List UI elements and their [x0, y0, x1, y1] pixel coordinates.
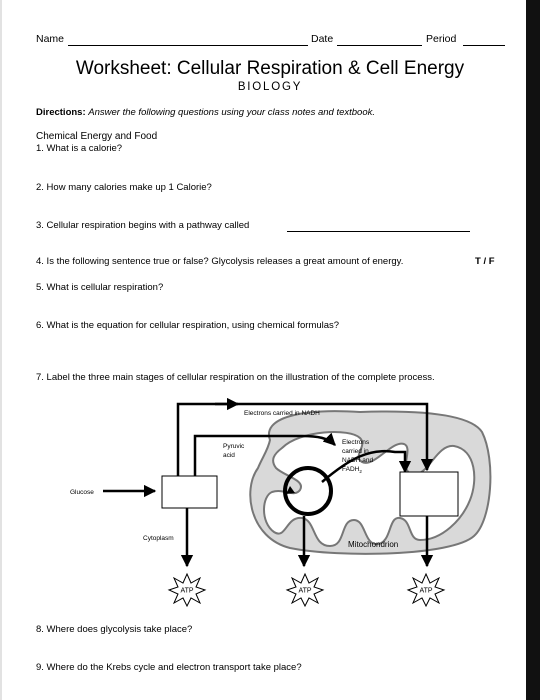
- directions-text: Answer the following questions using your class notes and textbook.: [88, 107, 376, 118]
- atp-burst-electron-transport: [408, 574, 444, 606]
- pyruvic-label-1: Pyruvic: [223, 443, 245, 450]
- question-2: 2. How many calories make up 1 Calorie?: [36, 182, 212, 193]
- electrons-label-2: carried in: [342, 448, 369, 455]
- question-5: 5. What is cellular respiration?: [36, 282, 164, 293]
- date-label: Date: [311, 33, 334, 45]
- directions-label: Directions:: [36, 107, 86, 118]
- electron-transport-box[interactable]: [400, 472, 458, 516]
- atp-burst-glycolysis: [169, 574, 205, 606]
- period-label: Period: [426, 33, 457, 45]
- pyruvic-label-2: acid: [223, 452, 235, 459]
- question-3: 3. Cellular respiration begins with a pathway called: [36, 220, 250, 231]
- question-8: 8. Where does glycolysis take place?: [36, 624, 193, 635]
- question-4-true-false[interactable]: T / F: [475, 256, 495, 267]
- question-7: 7. Label the three main stages of cellular respiration on the illustration of the complete process.: [36, 372, 435, 383]
- glucose-label: Glucose: [70, 489, 94, 496]
- question-9: 9. Where do the Krebs cycle and electron transport take place?: [36, 662, 302, 673]
- page-edge-right: [526, 0, 540, 700]
- glycolysis-box[interactable]: [162, 476, 217, 508]
- atp-burst-krebs: [287, 574, 323, 606]
- question-6: 6. What is the equation for cellular respiration, using chemical formulas?: [36, 320, 340, 331]
- question-4: 4. Is the following sentence true or false? Glycolysis releases a great amount of energy.: [36, 256, 404, 267]
- name-label: Name: [36, 33, 65, 45]
- section-heading: Chemical Energy and Food: [36, 131, 158, 142]
- worksheet-subtitle: BIOLOGY: [237, 81, 303, 93]
- electrons-label-1: Electrons: [342, 439, 370, 446]
- mitochondrion-label: Mitochondrion: [348, 540, 399, 549]
- question-1: 1. What is a calorie?: [36, 143, 123, 154]
- worksheet-title: Worksheet: Cellular Respiration & Cell Energy: [75, 58, 465, 79]
- cytoplasm-label: Cytoplasm: [143, 535, 174, 542]
- atp-label-3: ATP: [419, 587, 433, 595]
- electrons-label-3: NADH and: [342, 457, 374, 464]
- atp-label-1: ATP: [180, 587, 194, 595]
- electrons-nadh-label: Electrons carried in NADH: [244, 410, 320, 417]
- electrons-label-4: $FADH_2$: [342, 466, 362, 474]
- atp-label-2: ATP: [298, 587, 312, 595]
